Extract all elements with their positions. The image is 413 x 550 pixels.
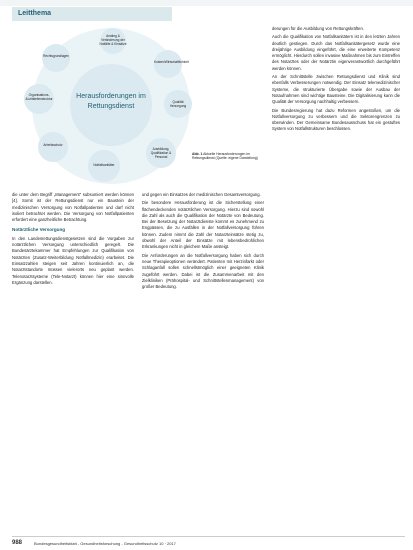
paragraph: derungen für die Ausbildung von Rettungskräften.: [272, 26, 364, 31]
page-number: 988: [12, 540, 23, 546]
node-circle: [154, 50, 189, 78]
paragraph: und gegen ein Einsatzes der medizinischen Gesamtversorgung.: [142, 192, 261, 197]
figure-node: Kosten/Wirtschaftlichkeit: [154, 60, 189, 64]
paragraph: Die Anforderungen an die Notfallversorgung haben sich durch neue Therapieoptionen verändert. Patienten mit Herzinfarkt oder Schlaganfall sollen schnellstmöglich einer geeigneten Klinik zugeführt werden. Dabei ist die Zusammenarbeit mit den Zielkliniken (Prähospital- und Schnittstellenmanagement) von großer Bedeutung.: [142, 252, 264, 290]
caption-text: Aktuelle Herausforderungen im Rettungsdienst (Quelle: eigene Darstellung): [192, 152, 258, 161]
figure-node: Anstieg & Veränderung der Notfälle & Einsätze: [99, 34, 127, 46]
section-heading: Notärztliche Versorgung: [12, 227, 66, 233]
column-2: [142, 192, 264, 290]
challenges-figure: [12, 26, 270, 186]
paragraph: An der Schnittstelle zwischen Rettungsdienst und Klinik sind ebenfalls Verbesserungen notwendig. Der Einsatz telemedizinischer Systeme, die strukturierte Übergabe sowie der Ausbau der Notaufnahmen sind wichtige Bausteine. Die Digitalisierung kann die Qualität der Versorgung nachhaltig verbessern.: [272, 74, 400, 105]
figure-node: Rechtsgrundlagen: [43, 54, 69, 58]
figure-node: Qualität Versorgung: [169, 100, 187, 108]
paragraph: die unter dem Begriff „Management“ subsumiert werden können [4]. Somit ist der Rettungsdienst nur ein Baustein der medizinischen Versorgung von Notfallpatienten und darf nicht isoliert betrachtet werden. Die Versorgung von Notfallpatienten erfordert eine ganzheitliche Betrachtung.: [12, 192, 134, 223]
figure-caption: [192, 152, 267, 161]
node-circle: [38, 132, 68, 162]
figure-node: Ausbildung, Qualifikation & Personal: [150, 147, 172, 159]
figure-node: Arbeitsschutz: [43, 143, 63, 147]
page-footer: [12, 536, 405, 547]
node-circle: [42, 44, 70, 72]
figure-node: Notfallsanitäter: [93, 163, 115, 167]
header-bar: [0, 0, 413, 6]
column-3: [272, 26, 400, 133]
figure-node: Organisations-&Leitstellenstruktur: [25, 93, 53, 101]
figure-center-title: Herausforderungen im Rettungsdienst: [76, 93, 146, 110]
journal-source: Bundesgesundheitsblatt - Gesundheitsforschung - Gesundheitsschutz 10 · 2017: [34, 541, 176, 546]
section-label: Leitthema: [12, 7, 172, 21]
paragraph: Auch die Qualifikation von Notfallsanitätern ist in den letzten Jahren deutlich gestiegen. Durch das Notfallsanitätergesetz wurde eine dreijährige Ausbildung eingeführt, die eine erweiterte Kompetenz ermöglicht. Hierdurch sollen invasive Maßnahmen bis zum Eintreffen des Notarztes oder der Notärztin eigenverantwortlich durchgeführt werden können.: [272, 34, 400, 71]
paragraph: In den Landesrettungsdienstgesetzen sind die Vorgaben zur notärztlichen Versorgung unterschiedlich geregelt. Die Bundesärztekammer hat Empfehlungen zur Qualifikation von Notärzten (Zusatz-Weiterbildung Notfallmedizin) erarbeitet. Die Einsatzzahlen steigen seit Jahren kontinuierlich an, die Notarztstandorte müssen vielerorts neu geplant werden. Telenotarztsysteme (Tele-Notarzt) können hier eine sinnvolle Ergänzung darstellen.: [12, 235, 134, 285]
paragraph: Die Bundesregierung hat dazu Reformen angestoßen, um die Notfallversorgung zu verbessern und die Sektorengrenzen zu überwinden. Der Gemeinsame Bundesausschuss hat ein gestuftes System von Notfallstrukturen beschlossen.: [272, 107, 400, 132]
caption-label: Abb. 1: [192, 152, 203, 156]
paragraph: Die besondere Herausforderung ist die Sicherstellung einer flächendeckenden notärztlichen Versorgung. Hierzu sind sowohl die Zahl als auch die Qualifikation der Notärzte von Bedeutung. Bei der Besetzung der Notarztdienste kommt es zunehmend zu Engpässen, die zu Ausfällen in der Notfallversorgung führen können. Zudem nimmt die Zahl der Notarzteinsätze stetig zu, obwohl der Anteil der Einsätze mit lebensbedrohlichen Erkrankungen nicht in gleichem Maße ansteigt.: [142, 200, 264, 250]
column-1: [12, 192, 134, 286]
